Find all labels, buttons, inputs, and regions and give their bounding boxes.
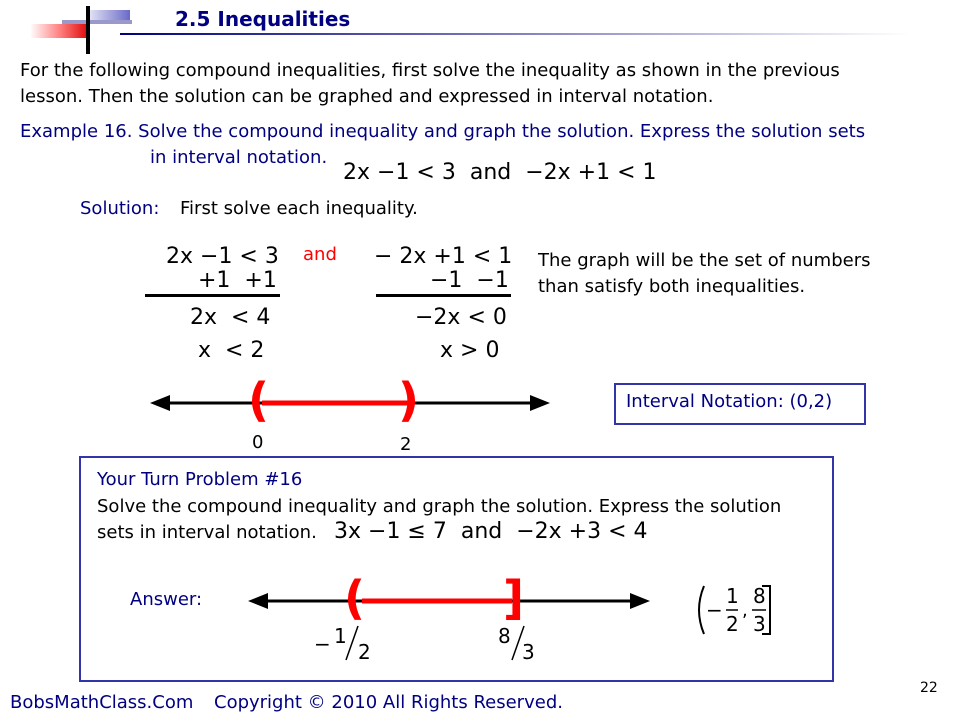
left-step-1: 2x −1 < 3 [166,244,279,269]
graph2-tick-neg-half [312,624,382,664]
answer-b-den: 3 [753,612,766,636]
right-step-4: x > 0 [440,338,500,363]
right-step-3: −2x < 0 [415,305,507,330]
graph2-right-bracket: ] [503,571,525,625]
answer-a-den: 2 [726,612,739,636]
example-line-2: in interval notation. [150,147,328,168]
and-word: and [303,244,337,265]
answer-minus: − [706,598,723,622]
solution-label: Solution: [80,198,160,219]
answer-label: Answer: [130,589,203,610]
solution-note-1: The graph will be the set of numbers [538,250,871,271]
header-decoration [0,0,160,60]
tick-slash [312,624,382,664]
graph2-tick-eight-thirds [496,624,546,664]
graph1-tick-2: 2 [400,434,412,455]
your-turn-equation: 3x −1 ≤ 7 and −2x +3 < 4 [334,519,648,544]
number-line-1-left-arrow [150,395,170,411]
graph2-left-bracket: ( [344,571,366,625]
tick-num: 1 [334,624,347,648]
header-logo-shapes [0,0,160,60]
intro-line-1: For the following compound inequalities, first solve the inequality as shown in the previous [20,60,840,81]
your-turn-line-1: Solve the compound inequality and graph the solution. Express the solution [97,496,782,517]
left-step-4: x < 2 [198,338,265,363]
your-turn-line-2: sets in interval notation. [97,522,317,543]
tick-minus: − [314,632,331,656]
answer-a-num: 1 [726,584,739,608]
answer-comma: , [742,600,748,621]
your-turn-title: Your Turn Problem #16 [97,469,303,490]
solution-text: First solve each inequality. [180,198,418,219]
footer-copyright: Copyright © 2010 All Rights Reserved. [214,692,563,713]
interval-notation-text: Interval Notation: (0,2) [626,391,833,412]
answer-brackets [690,582,790,638]
graph1-tick-0: 0 [252,432,264,453]
number-line-1-right-arrow [530,395,550,411]
right-rule [376,294,511,297]
graph1-left-bracket: ( [248,373,270,427]
right-step-1: − 2x +1 < 1 [374,244,513,269]
page-number: 22 [920,680,938,696]
tick-slash [496,624,546,664]
left-step-3: 2x < 4 [190,305,271,330]
intro-line-2: lesson. Then the solution can be graphed and expressed in interval notation. [20,86,714,107]
footer-site: BobsMathClass.Com [10,692,194,713]
header-rule [120,33,910,35]
graph1-right-bracket: ) [398,373,420,427]
tick-den: 3 [522,640,535,664]
left-step-2: +1 +1 [198,268,277,293]
solution-note-2: than satisfy both inequalities. [538,276,806,297]
tick-num: 8 [498,624,511,648]
answer-b-num: 8 [753,584,766,608]
tick-den: 2 [358,640,371,664]
example-line-1: Example 16. Solve the compound inequality and graph the solution. Express the solution sets [20,121,866,142]
left-rule [145,294,280,297]
right-step-2: −1 −1 [430,268,509,293]
example-equation: 2x −1 < 3 and −2x +1 < 1 [343,160,657,185]
answer-interval [690,582,790,638]
page-title: 2.5 Inequalities [175,7,351,31]
